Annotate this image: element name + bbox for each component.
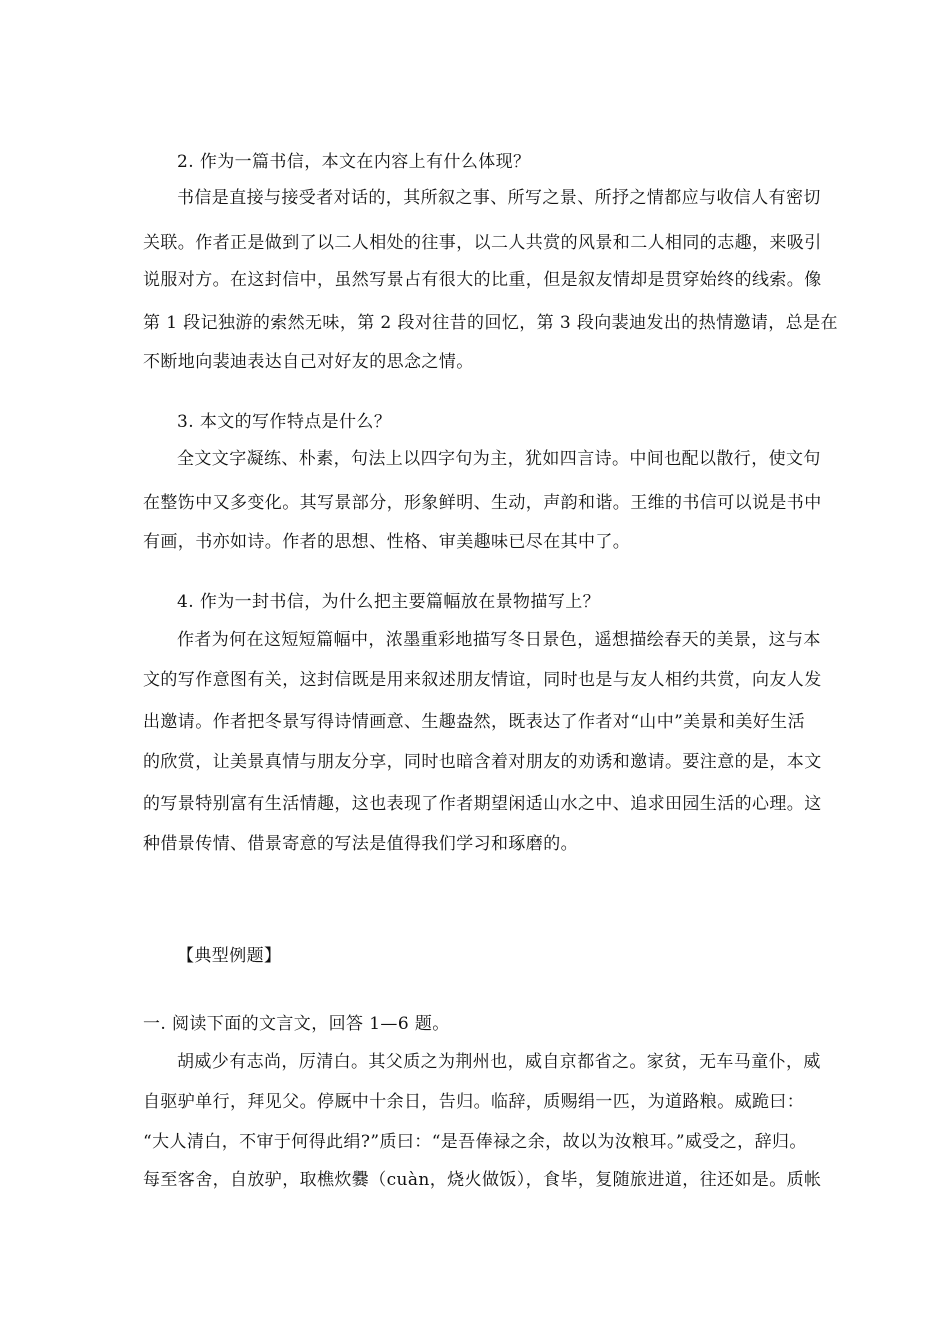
answer-3-line-1: 全文文字凝练、朴素，句法上以四字句为主，犹如四言诗。中间也配以散行，使文句 <box>177 449 821 469</box>
question-2: 2. 作为一篇书信，本文在内容上有什么体现？ <box>177 152 531 172</box>
answer-3-line-2: 在整饬中又多变化。其写景部分，形象鲜明、生动，声韵和谐。王维的书信可以说是书中 <box>143 493 822 513</box>
answer-2-line-3: 说服对方。在这封信中，虽然写景占有很大的比重，但是叙友情却是贯穿始终的线索。像 <box>143 270 822 290</box>
answer-2-line-4: 第 1 段记独游的索然无味，第 2 段对往昔的回忆，第 3 段向裴迪发出的热情邀请，总是在 <box>143 313 838 333</box>
exercise-title: 一. 阅读下面的文言文，回答 1—6 题。 <box>143 1014 450 1034</box>
answer-2-line-5: 不断地向裴迪表达自己对好友的思念之情。 <box>143 352 474 372</box>
answer-4-line-6: 种借景传情、借景寄意的写法是值得我们学习和琢磨的。 <box>143 834 578 854</box>
answer-4-line-4: 的欣赏，让美景真情与朋友分享，同时也暗含着对朋友的劝诱和邀请。要注意的是，本文 <box>143 752 822 772</box>
question-3: 3. 本文的写作特点是什么？ <box>177 412 392 432</box>
passage-line-2: 自驱驴单行，拜见父。停厩中十余日，告归。临辞，质赐绢一匹，为道路粮。威跪曰： <box>143 1092 805 1112</box>
answer-4-line-3: 出邀请。作者把冬景写得诗情画意、生趣盎然，既表达了作者对“山中”美景和美好生活 <box>143 712 805 732</box>
answer-4-line-2: 文的写作意图有关，这封信既是用来叙述朋友情谊，同时也是与友人相约共赏，向友人发 <box>143 670 822 690</box>
question-4: 4. 作为一封书信，为什么把主要篇幅放在景物描写上？ <box>177 592 601 612</box>
passage-line-4: 每至客舍，自放驴，取樵炊爨（cuàn，烧火做饭），食毕，复随旅进道，往还如是。质帐 <box>143 1170 822 1190</box>
answer-4-line-1: 作者为何在这短短篇幅中，浓墨重彩地描写冬日景色，遥想描绘春天的美景，这与本 <box>177 630 821 650</box>
answer-3-line-3: 有画，书亦如诗。作者的思想、性格、审美趣味已尽在其中了。 <box>143 532 631 552</box>
passage-line-1: 胡威少有志尚，厉清白。其父质之为荆州也，威自京都省之。家贫，无车马童仆，威 <box>177 1052 821 1072</box>
answer-2-line-1: 书信是直接与接受者对话的，其所叙之事、所写之景、所抒之情都应与收信人有密切 <box>177 188 821 208</box>
answer-4-line-5: 的写景特别富有生活情趣，这也表现了作者期望闲适山水之中、追求田园生活的心理。这 <box>143 794 822 814</box>
example-heading: 【典型例题】 <box>177 946 282 966</box>
answer-2-line-2: 关联。作者正是做到了以二人相处的往事，以二人共赏的风景和二人相同的志趣，来吸引 <box>143 233 822 253</box>
passage-line-3: “大人清白，不审于何得此绢?”质曰：“是吾俸禄之余，故以为汝粮耳。”威受之，辞归。 <box>143 1132 807 1152</box>
